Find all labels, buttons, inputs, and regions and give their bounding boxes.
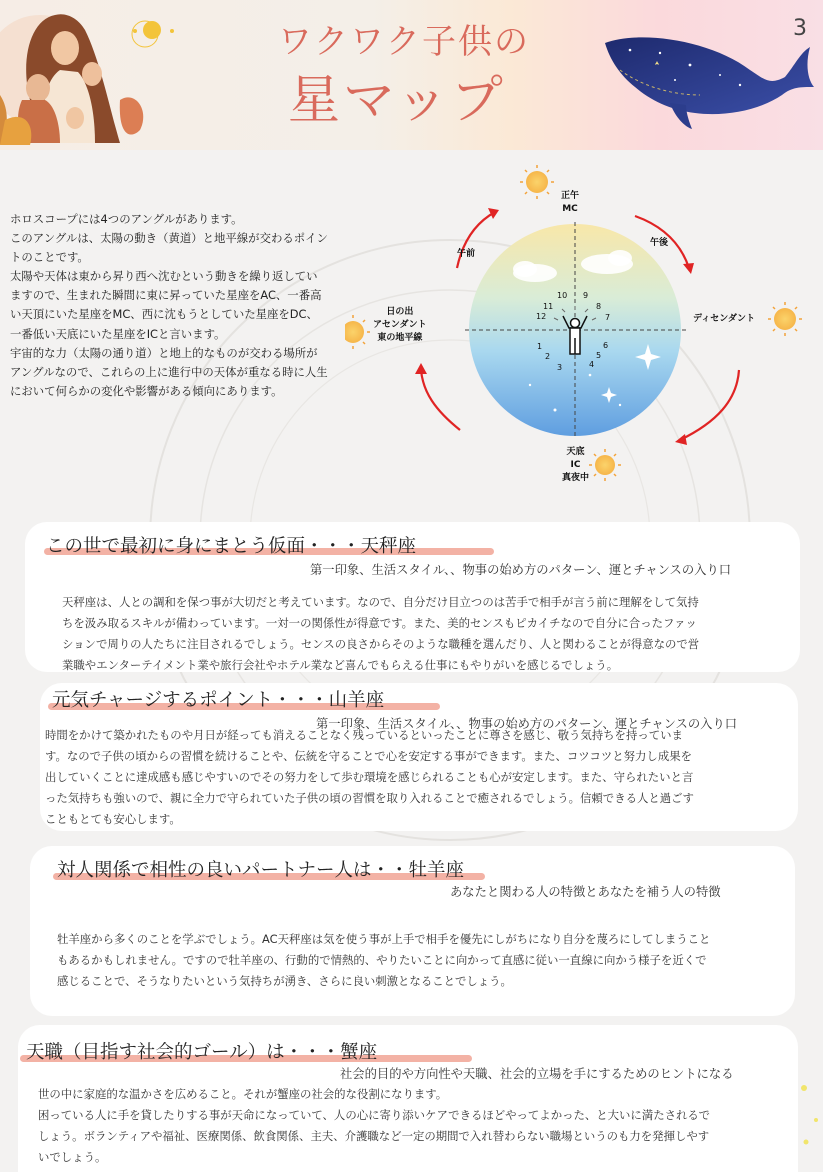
section-title: 元気チャージするポイント・・・山羊座 [52,690,385,711]
house-number: 1 [537,342,543,351]
intro-paragraph: 宇宙的な力（太陽の通り道）と地上的なものが交わる場所がアングルなので、これらの上に進行中の天体が重なる時に人生において何らかの変化や影響がある傾向にあります。 [10,345,328,398]
house-number: 10 [557,291,568,300]
section-body: 世の中に家庭的な温かさを広めること。それが蟹座の社会的な役割になります。 困っている人に手を貸したりする事が天命になっていて、人の心に寄り添いケアできるほどやってよかった、と大いに満たされるで しょう。ボランティアや福祉、医療関係、飲食関係、主夫、介護職など一定の期間で入れ替わらない職場というのも力を発揮しやす いでしょう。 [38,1087,711,1164]
house-number: 5 [596,351,602,360]
sun-icon [768,302,802,336]
house-number: 8 [596,302,602,311]
section-subtitle: 社会的目的や方向性や天職、社会的立場を手にするためのヒントになる [340,1067,734,1081]
sun-icon [520,165,554,199]
arrow-icon [421,370,460,430]
house-number: 7 [605,313,611,322]
house-number: 3 [557,363,563,372]
house-number: 9 [583,291,589,300]
section-subtitle: 第一印象、生活スタイル、、物事の始め方のパターン、運とチャンスの入り口 [316,717,738,731]
angle-label-ic: 天底 IC 真夜中 [562,447,590,483]
house-number: 4 [589,360,595,369]
sun-icon [345,315,370,349]
section-title: 対人関係で相性の良いパートナー人は・・牡羊座 [57,860,465,881]
page-number: 3 [793,16,807,41]
house-number: 11 [543,302,554,311]
angle-label-ac: 日の出 アセンダント 東の地平線 [373,307,427,343]
family-illustration [0,0,185,145]
intro-paragraph: 太陽や天体は東から昇り西へ沈むという動きを繰り返していますので、生まれた瞬間に東に昇っていた星座をAC、一番高い天頂にいた星座をMC、西に沈もうとしていた星座をDC、一番低い天底にいた星座をICと言います。 [10,269,322,341]
section-subtitle: 第一印象、生活スタイル、、物事の始め方のパターン、運とチャンスの入り口 [310,563,732,577]
angle-diagram [345,160,815,495]
house-number: 6 [603,341,609,350]
house-number: 12 [536,312,547,321]
section-title: この世で最初に身にまとう仮面・・・天秤座 [46,536,417,557]
sun-icon [589,449,621,481]
section-heading [52,686,384,712]
intro-paragraph: ホロスコープには4つのアングルがあります。 [10,212,243,226]
angle-label-pm: 午後 [650,238,669,248]
section-body: 天秤座は、人との調和を保つ事が大切だと考えています。なので、自分だけ目立つのは苦手で相手が言う前に理解をして気持 ちを汲み取るスキルが備わっています。一対一の関係性が得意です。また、美的センスもピカイチなので自分に合ったファッ ションで周りの人たちに注目されるでしょう。センスの良さからそのような職種を選んだり、人と関わることが得意なので営 業職やエンターテイメント業や旅行会社やホテル業など喜んでもらえる仕事にもやりがいを感じるでしょう。 [62,595,700,672]
angle-label-mc: 正午 MC [561,191,580,214]
section-heading [46,532,416,558]
section-heading [57,856,464,882]
section-body: 牡羊座から多くのことを学ぶでしょう。AC天秤座は気を使う事が上手で相手を優先にしがちになり自分を蔑ろにしてしまうこと もあるかもしれません。ですので牡羊座の、行動的で情熱的、やりたいことに向かって直感に従い一直線に向かう様子を近くで 感じることで、そうなりたいという気持ちが湧き、さらに良い刺激となることでしょう。 [57,932,711,988]
page-title-line2: 星マップ [288,71,506,131]
section-title: 天職（目指す社会的ゴール）は・・・蟹座 [26,1042,378,1063]
angle-label-dc: ディセンダント [693,314,756,324]
intro-text [10,210,328,401]
decorative-dots [796,1080,823,1150]
page-title-line1: ワクワク子供の [278,22,530,62]
intro-paragraph: このアングルは、太陽の動き（黄道）と地平線が交わるポイントのことです。 [10,231,328,265]
section-body: 時間をかけて築かれたものや月日が経っても消えることなく残っているといったことに尊さを感じ、敬う気持ちを持っていま す。なので子供の頃からの習慣を続けることや、伝統を守ることで心を安定する事ができます。また、コツコツと努力し成果を 出していくことに達成感も感じやすいのでその努力をして歩む環境を感じられることも心が安定します。また、守られたいと言 った気持ちも強いので、親に全力で守られていた子供の頃の習慣を取り入れることで癒されるでしょう。信頼できる人と過ごす こともとても安心します。 [45,728,694,826]
section-heading [26,1038,377,1064]
arrow-icon [680,370,739,440]
section-subtitle: あなたと関わる人の特徴とあなたを補う人の特徴 [450,885,721,899]
angle-label-am: 午前 [457,249,476,259]
whale-illustration [600,25,815,135]
house-number: 2 [545,352,551,361]
